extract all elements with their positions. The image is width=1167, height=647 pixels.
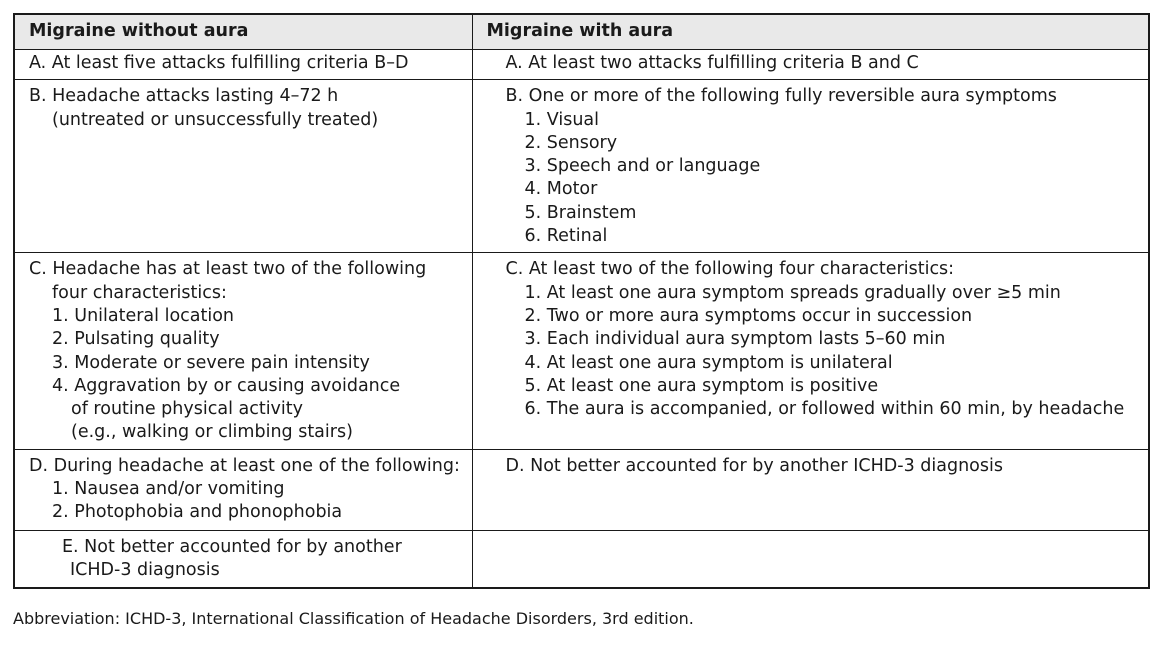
list-item: 4. Aggravation by or causing avoidance [52, 375, 401, 396]
table-row [14, 50, 1149, 80]
table-cell-empty [472, 530, 1149, 588]
list-item: 2. Photophobia and phonophobia [52, 502, 343, 523]
list-item-cont: (e.g., walking or climbing stairs) [71, 422, 353, 443]
list-item: 2. Pulsating quality [52, 329, 220, 350]
table-header-row [14, 14, 1149, 50]
criterion-c-with-aura: C. At least two of the following four characteristics: [505, 259, 955, 280]
table-footnote: Abbreviation: ICHD-3, International Classification of Headache Disorders, 3rd edition. [13, 609, 694, 628]
table-cell [472, 50, 1149, 80]
list-item: 1. Visual [524, 109, 600, 130]
criterion-a-without-aura: A. At least five attacks fulfilling criteria B–D [29, 53, 409, 73]
table-row [14, 530, 1149, 588]
list-item: 1. Nausea and/or vomiting [52, 479, 285, 500]
list-item: 6. Retinal [524, 226, 608, 247]
table-cell [14, 50, 472, 80]
list-item: 3. Moderate or severe pain intensity [52, 352, 370, 373]
criteria-table [13, 13, 1150, 589]
table-cell [14, 253, 472, 449]
list-item: 4. At least one aura symptom is unilateral [524, 352, 893, 373]
list-item: 5. At least one aura symptom is positive [524, 375, 879, 396]
criterion-d-with-aura: D. Not better accounted for by another ICHD-3 diagnosis [505, 455, 1003, 476]
list-item: 3. Speech and or language [524, 156, 761, 177]
table-row [14, 253, 1149, 449]
list-item: 6. The aura is accompanied, or followed within 60 min, by headache [524, 399, 1125, 420]
criterion-e-without-aura-cont: ICHD-3 diagnosis [70, 560, 220, 581]
criterion-e-without-aura: E. Not better accounted for by another [62, 536, 402, 557]
criterion-b-without-aura-cont: (untreated or unsuccessfully treated) [52, 109, 379, 130]
table-row [14, 449, 1149, 530]
criterion-d-without-aura: D. During headache at least one of the following: [29, 455, 460, 476]
list-item: 5. Brainstem [524, 202, 637, 223]
table-cell [14, 449, 472, 530]
criterion-b-without-aura: B. Headache attacks lasting 4–72 h [29, 86, 339, 107]
column-header-with-aura: Migraine with aura [472, 14, 1149, 50]
table-cell [472, 80, 1149, 253]
list-item: 3. Each individual aura symptom lasts 5–60 min [524, 329, 946, 350]
criterion-b-with-aura: B. One or more of the following fully reversible aura symptoms [505, 86, 1057, 107]
column-header-without-aura: Migraine without aura [14, 14, 472, 50]
list-item-cont: of routine physical activity [71, 399, 303, 420]
list-item: 1. Unilateral location [52, 305, 235, 326]
criterion-c-without-aura: C. Headache has at least two of the following [29, 259, 427, 280]
table-row [14, 80, 1149, 253]
table-cell [14, 530, 472, 588]
criterion-a-with-aura: A. At least two attacks fulfilling criteria B and C [505, 53, 919, 73]
list-item: 4. Motor [524, 179, 598, 200]
list-item: 1. At least one aura symptom spreads gradually over ≥5 min [524, 282, 1061, 303]
criterion-c-without-aura-cont: four characteristics: [52, 282, 227, 303]
table-cell [472, 449, 1149, 530]
table-cell [14, 80, 472, 253]
list-item: 2. Two or more aura symptoms occur in succession [524, 305, 973, 326]
list-item: 2. Sensory [524, 132, 618, 153]
table-cell [472, 253, 1149, 449]
